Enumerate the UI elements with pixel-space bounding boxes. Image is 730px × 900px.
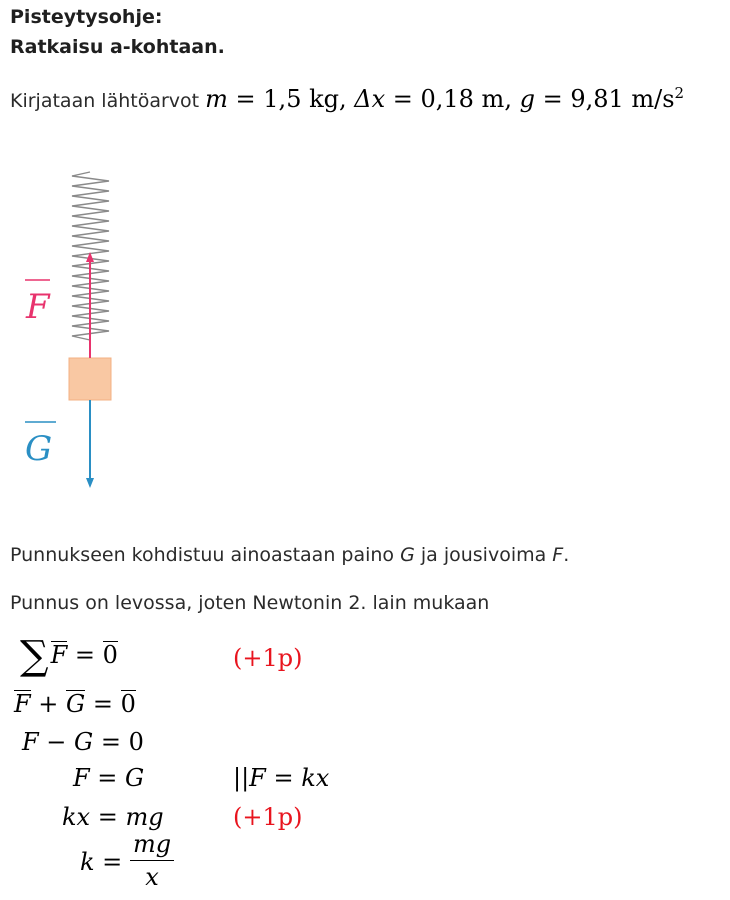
equation-5 bbox=[62, 803, 164, 831]
eq2-zero: 0 bbox=[120, 690, 136, 718]
mass-symbol: m bbox=[205, 85, 228, 113]
newton-statement: Punnus on levossa, joten Newtonin 2. lain mukaan bbox=[10, 592, 490, 614]
eq2-G: G bbox=[66, 690, 86, 718]
mass-value: = 1,5 kg, bbox=[227, 85, 355, 113]
eq3-F: F bbox=[22, 728, 39, 756]
eq4-F: F bbox=[73, 764, 90, 792]
equation-6-lhs bbox=[80, 848, 122, 876]
eq1-equals: = bbox=[67, 641, 103, 669]
fraction-numerator: mg bbox=[132, 830, 172, 858]
eq2-F: F bbox=[14, 690, 31, 718]
equation-2 bbox=[14, 690, 136, 718]
section-subtitle: Ratkaisu a-kohtaan. bbox=[10, 36, 225, 58]
mass-block bbox=[69, 358, 111, 400]
eq3-rest: = 0 bbox=[93, 728, 144, 756]
forces-statement-F: F bbox=[552, 544, 564, 566]
eq2-equals: = bbox=[85, 690, 121, 718]
equation-1 bbox=[20, 633, 118, 679]
eq6-k: k bbox=[80, 848, 95, 876]
gravity-symbol: g bbox=[519, 85, 535, 113]
displacement-symbol: Δx bbox=[354, 85, 386, 113]
given-values-prefix: Kirjataan lähtöarvot bbox=[10, 90, 200, 112]
fraction-denominator: x bbox=[145, 863, 159, 891]
eq5-kx: kx bbox=[62, 803, 91, 831]
note-bars: || bbox=[233, 764, 250, 792]
eq3-G: G bbox=[74, 728, 94, 756]
given-values-line bbox=[10, 84, 684, 113]
equation-3 bbox=[22, 728, 144, 756]
free-body-diagram bbox=[0, 160, 200, 500]
substitution-note bbox=[233, 764, 329, 792]
equation-6-fraction bbox=[130, 830, 174, 891]
points-badge-1: (+1p) bbox=[233, 644, 303, 672]
displacement-value: = 0,18 m, bbox=[385, 85, 520, 113]
page-title: Pisteytysohje: bbox=[10, 6, 163, 28]
eq4-G: G bbox=[125, 764, 145, 792]
note-equals: = bbox=[265, 764, 302, 792]
gravity-value: = 9,81 m/s bbox=[534, 85, 675, 113]
forces-statement-mid: ja jousivoima bbox=[414, 544, 553, 566]
force-G-label: G bbox=[25, 429, 53, 469]
eq6-equals: = bbox=[94, 848, 123, 876]
eq4-equals: = bbox=[89, 764, 126, 792]
forces-statement-prefix: Punnukseen kohdistuu ainoastaan paino bbox=[10, 544, 401, 566]
force-G-arrowhead bbox=[86, 478, 94, 488]
force-F-label: F bbox=[26, 287, 50, 327]
gravity-exponent: 2 bbox=[674, 84, 685, 102]
eq3-minus: − bbox=[38, 728, 75, 756]
equation-4 bbox=[73, 764, 144, 792]
sigma-symbol: ∑ bbox=[20, 633, 49, 679]
forces-statement-G: G bbox=[400, 544, 415, 566]
eq2-plus: + bbox=[30, 690, 67, 718]
note-kx: kx bbox=[301, 764, 330, 792]
forces-statement bbox=[10, 544, 569, 566]
points-badge-2: (+1p) bbox=[233, 803, 303, 831]
note-F: F bbox=[249, 764, 266, 792]
forces-statement-end: . bbox=[563, 544, 570, 566]
eq1-F: F bbox=[50, 641, 68, 669]
given-values-math bbox=[205, 85, 684, 113]
fraction-bar bbox=[130, 860, 174, 861]
eq1-zero: 0 bbox=[102, 641, 118, 669]
eq5-equals: = bbox=[90, 803, 126, 831]
eq5-mg: mg bbox=[125, 803, 164, 831]
